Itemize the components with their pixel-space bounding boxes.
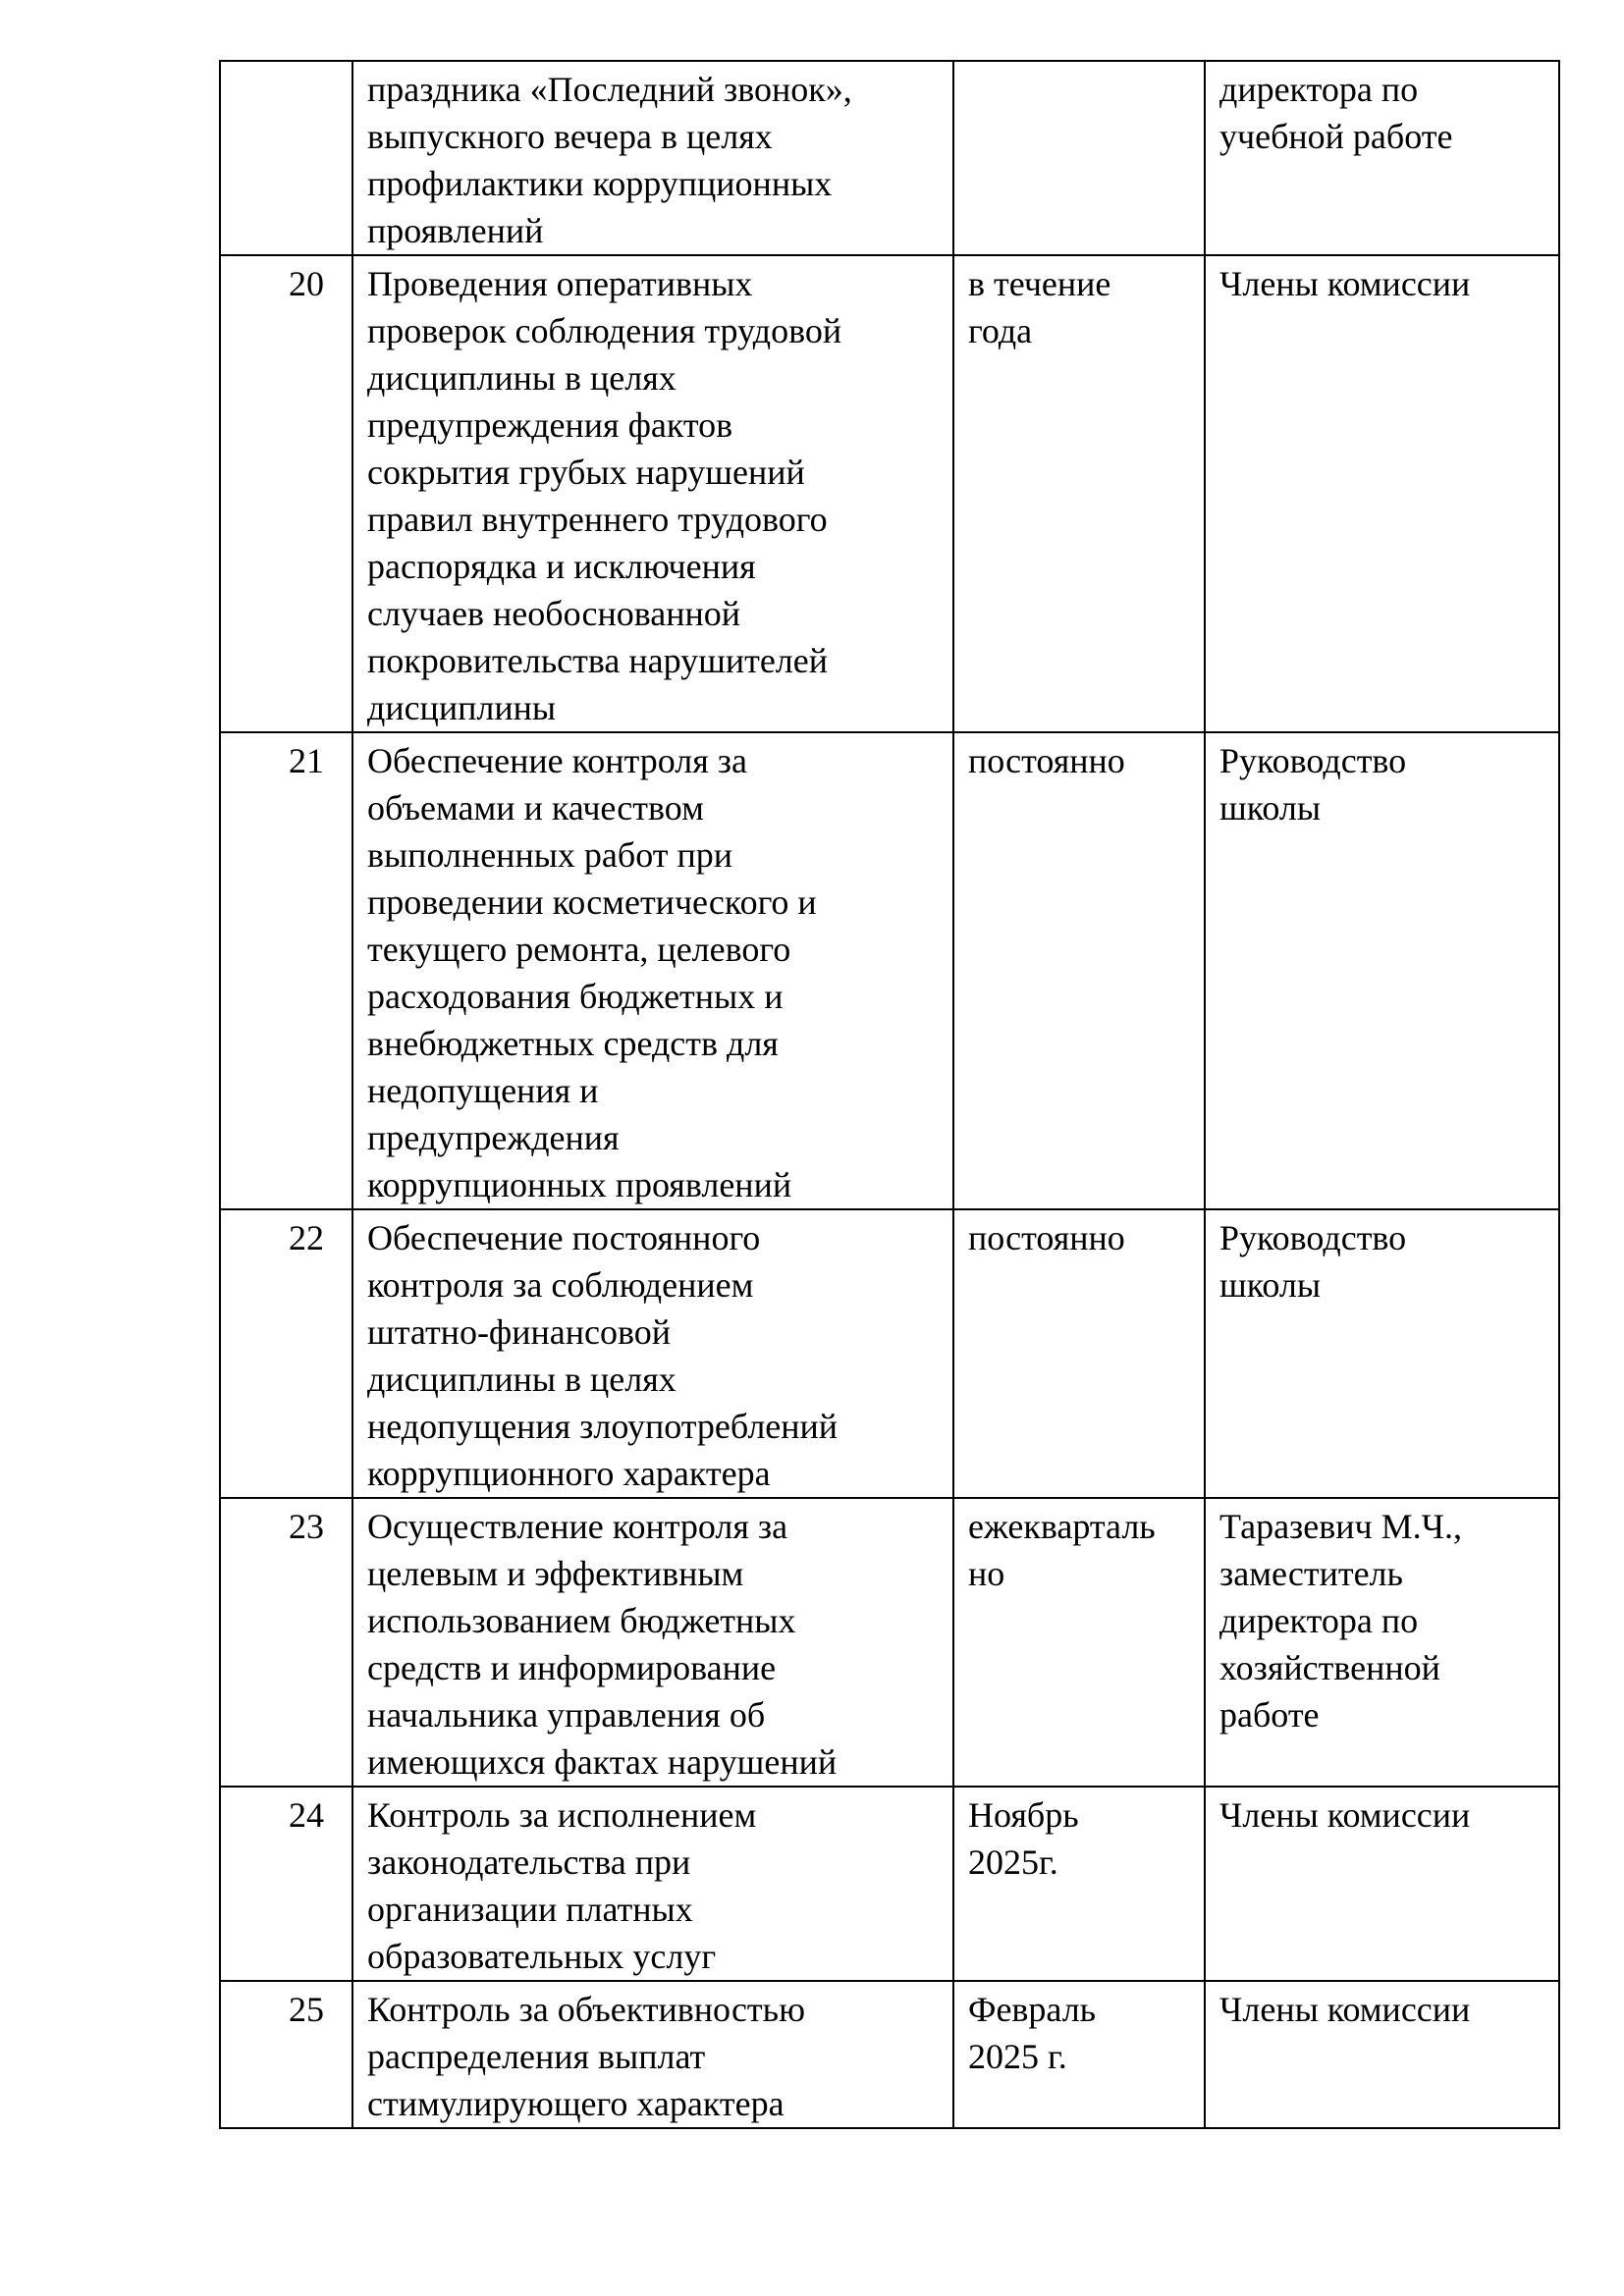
deadline	[953, 61, 1205, 255]
measure-description: праздника «Последний звонок», выпускного вечера в целях профилактики коррупционных проявлений	[352, 61, 953, 255]
measures-table	[219, 60, 1560, 2129]
row-number: 20	[220, 255, 352, 732]
table-row	[220, 255, 1559, 732]
table-row	[220, 61, 1559, 255]
row-number: 23	[220, 1498, 352, 1787]
responsible-person: Руководство школы	[1205, 1209, 1559, 1498]
row-number: 22	[220, 1209, 352, 1498]
responsible-person: Таразевич М.Ч., заместитель директора по хозяйственной работе	[1205, 1498, 1559, 1787]
measure-description: Обеспечение постоянного контроля за соблюдением штатно-финансовой дисциплины в целях недопущения злоупотреблений коррупционного характера	[352, 1209, 953, 1498]
measure-description: Контроль за объективностью распределения выплат стимулирующего характера	[352, 1981, 953, 2128]
responsible-person: Члены комиссии	[1205, 1981, 1559, 2128]
responsible-person: Руководство школы	[1205, 732, 1559, 1209]
deadline: постоянно	[953, 1209, 1205, 1498]
measure-description: Проведения оперативных проверок соблюдения трудовой дисциплины в целях предупреждения фактов сокрытия грубых нарушений правил внутреннего трудового распорядка и исключения случаев необоснованной покровительства нарушителей дисциплины	[352, 255, 953, 732]
row-number: 25	[220, 1981, 352, 2128]
table-row	[220, 732, 1559, 1209]
responsible-person: директора по учебной работе	[1205, 61, 1559, 255]
deadline: постоянно	[953, 732, 1205, 1209]
measure-description: Контроль за исполнением законодательства при организации платных образовательных услуг	[352, 1787, 953, 1981]
deadline: ежекварталь но	[953, 1498, 1205, 1787]
responsible-person: Члены комиссии	[1205, 1787, 1559, 1981]
row-number: 21	[220, 732, 352, 1209]
responsible-person: Члены комиссии	[1205, 255, 1559, 732]
row-number: 24	[220, 1787, 352, 1981]
table-row	[220, 1981, 1559, 2128]
deadline: в течение года	[953, 255, 1205, 732]
measure-description: Осуществление контроля за целевым и эффективным использованием бюджетных средств и информирование начальника управления об имеющихся фактах нарушений	[352, 1498, 953, 1787]
table-row	[220, 1787, 1559, 1981]
measure-description: Обеспечение контроля за объемами и качеством выполненных работ при проведении косметического и текущего ремонта, целевого расходования бюджетных и внебюджетных средств для недопущения и предупреждения коррупционных проявлений	[352, 732, 953, 1209]
table-row	[220, 1209, 1559, 1498]
table-row	[220, 1498, 1559, 1787]
deadline: Ноябрь 2025г.	[953, 1787, 1205, 1981]
deadline: Февраль 2025 г.	[953, 1981, 1205, 2128]
row-number	[220, 61, 352, 255]
